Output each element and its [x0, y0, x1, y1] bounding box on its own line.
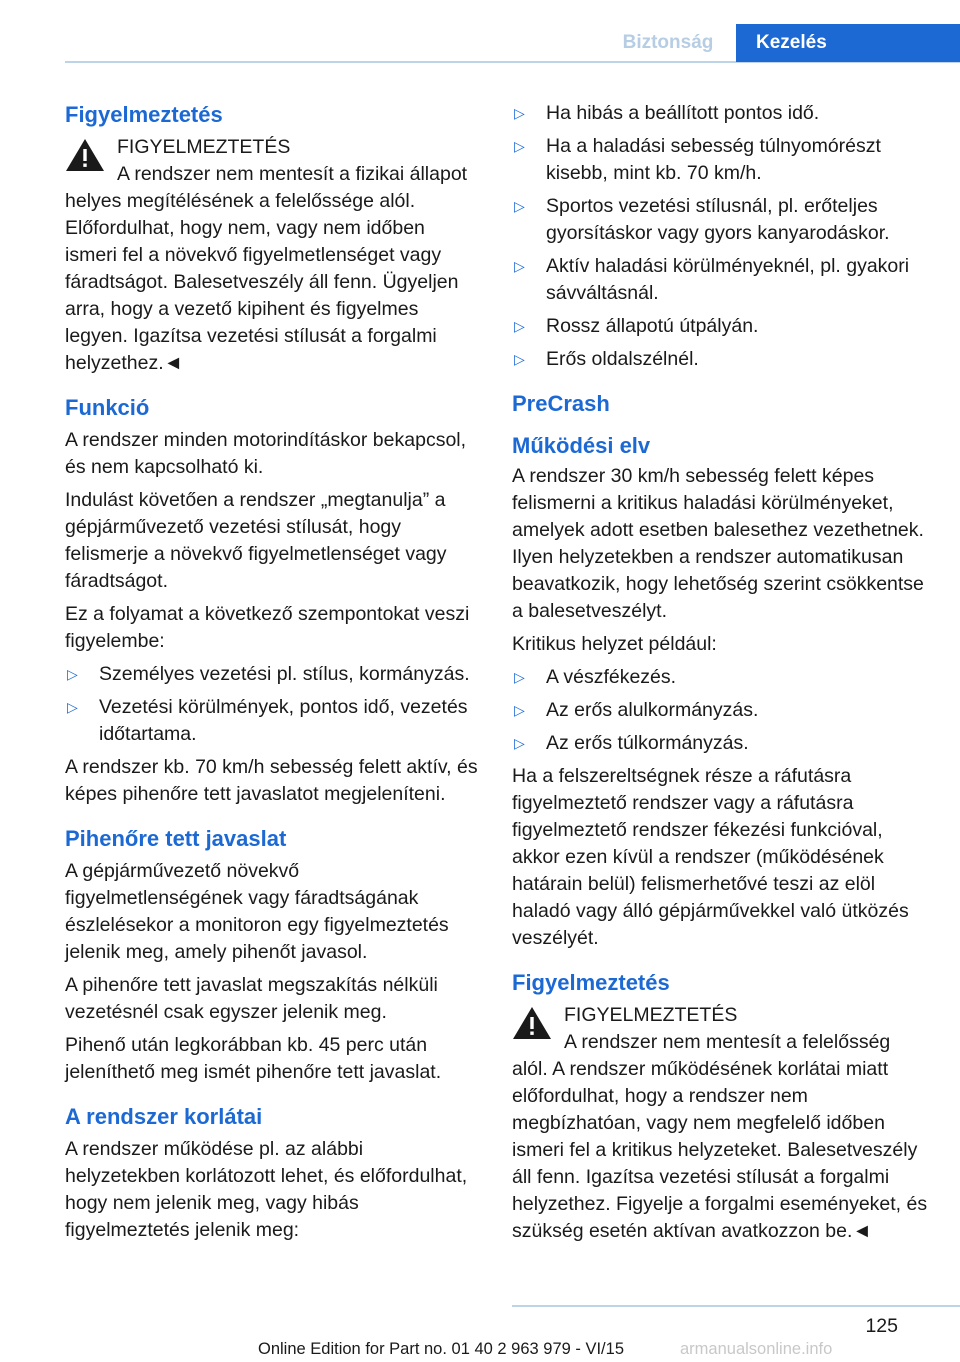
- right-column: [512, 100, 928, 1245]
- warning-triangle-icon: [65, 138, 105, 172]
- paragraph: Ez a folyamat a következő szempontokat veszi figyelembe:: [65, 603, 470, 652]
- paragraph: A rendszer 30 km/h sebesség felett képes felismerni a kritikus haladási körülményeket, amelyek adott esetben balesethez vezethetnek. Ilyen helyzetekben a rendszer automatikusan beavatkozik, hogy lehetőség szerint csökkentse a balesetveszélyt.: [512, 465, 924, 622]
- triangle-bullet-icon: ▷: [514, 105, 525, 121]
- list-item: [512, 100, 928, 127]
- warning-text: A rendszer nem mentesít a felelősség alól. A rendszer működésének korlátai miatt előfordulhat, hogy a rendszer nem megbízhatóan, vagy nem megfelelő időben ismeri fel a kritikus helyzeteket. Balesetveszély áll fenn. Igazítsa vezetési stílusát a forgalmi helyzethez. Figyelje a forgalmi eseményeket, és szükség esetén aktívan avatkozzon be.◄: [512, 1031, 928, 1242]
- warning-block: [512, 1002, 928, 1245]
- watermark: armanualsonline.info: [680, 1340, 833, 1358]
- triangle-bullet-icon: ▷: [514, 258, 525, 274]
- triangle-bullet-icon: ▷: [514, 669, 525, 685]
- list-item: [65, 694, 481, 748]
- paragraph: Kritikus helyzet például:: [512, 633, 717, 655]
- triangle-bullet-icon: ▷: [514, 702, 525, 718]
- subsection-heading-mukodesi-elv: Működési elv: [512, 433, 651, 458]
- list-item: [512, 313, 928, 340]
- list-item-text: A vészfékezés.: [546, 666, 677, 688]
- tab-kezeles[interactable]: Kezelés: [736, 24, 960, 62]
- list-item: [512, 730, 928, 757]
- bullet-list: [512, 664, 928, 757]
- paragraph: Indulást követően a rendszer „megtanulja” a gépjárművezető vezetési stílusát, hogy felismerje a növekvő figyelmetlenséget vagy fáradtságot.: [65, 489, 447, 592]
- triangle-bullet-icon: ▷: [514, 198, 525, 214]
- left-column: [65, 100, 481, 1250]
- triangle-bullet-icon: ▷: [514, 318, 525, 334]
- section-heading-pihenore: Pihenőre tett javaslat: [65, 826, 287, 851]
- warning-label: FIGYELMEZTETÉS: [117, 136, 291, 158]
- triangle-bullet-icon: ▷: [67, 699, 78, 715]
- list-item-text: Személyes vezetési pl. stílus, kormányzás.: [99, 663, 470, 685]
- list-item-text: Ha hibás a beállított pontos idő.: [546, 102, 820, 124]
- warning-label: FIGYELMEZTETÉS: [564, 1004, 738, 1026]
- paragraph: A rendszer kb. 70 km/h sebesség felett aktív, és képes pihenőre tett javaslatot megjeleníteni.: [65, 756, 478, 805]
- paragraph: Ha a felszereltségnek része a ráfutásra figyelmeztető rendszer vagy a ráfutásra figyelmeztető rendszer fékezési funkcióval, akkor ezen kívül a rendszer (működésének határain belül) felismerhetővé teszi az elöl haladó vagy álló gépjárművekkel való ütközés veszélyét.: [512, 765, 909, 949]
- warning-triangle-icon: [512, 1006, 552, 1040]
- list-item-text: Rossz állapotú útpályán.: [546, 315, 759, 337]
- paragraph: A rendszer minden motorindításkor bekapcsol, és nem kapcsolható ki.: [65, 429, 467, 478]
- list-item: [512, 133, 928, 187]
- warning-block: [65, 134, 481, 377]
- paragraph: A rendszer működése pl. az alábbi helyzetekben korlátozott lehet, és előfordulhat, hogy nem jelenik meg, vagy hibás figyelmeztetés jelenik meg:: [65, 1138, 468, 1241]
- triangle-bullet-icon: ▷: [514, 735, 525, 751]
- warning-heading: Figyelmeztetés: [512, 970, 670, 995]
- list-item-text: Erős oldalszélnél.: [546, 348, 699, 370]
- page-number: 125: [865, 1315, 898, 1337]
- paragraph: A gépjárművezető növekvő figyelmetlenségének vagy fáradtságának észlelésekor a monitoron egy figyelmeztetés jelenik meg, amely pihenőt javasol.: [65, 860, 449, 963]
- triangle-bullet-icon: ▷: [514, 351, 525, 367]
- list-item-text: Az erős alulkormányzás.: [546, 699, 759, 721]
- edition-text: Online Edition for Part no. 01 40 2 963 979 - VI/15: [258, 1340, 624, 1358]
- list-item: [512, 664, 928, 691]
- list-item-text: Ha a haladási sebesség túlnyomórészt kisebb, mint kb. 70 km/h.: [546, 135, 881, 184]
- footer-rule: [512, 1305, 960, 1307]
- section-heading-funkcio: Funkció: [65, 395, 150, 420]
- list-item: [512, 346, 928, 373]
- tab-biztonsag[interactable]: Biztonság: [622, 32, 714, 53]
- section-heading-korlatai: A rendszer korlátai: [65, 1104, 263, 1129]
- paragraph: A pihenőre tett javaslat megszakítás nélküli vezetésnél csak egyszer jelenik meg.: [65, 974, 438, 1023]
- warning-heading: Figyelmeztetés: [65, 102, 223, 127]
- list-item-text: Az erős túlkormányzás.: [546, 732, 749, 754]
- list-item-text: Vezetési körülmények, pontos idő, vezetés időtartama.: [99, 696, 468, 745]
- list-item: [65, 661, 481, 688]
- list-item-text: Sportos vezetési stílusnál, pl. erőteljes gyorsításkor vagy gyors kanyarodáskor.: [546, 195, 890, 244]
- list-item: [512, 193, 928, 247]
- list-item: [512, 697, 928, 724]
- bullet-list: [512, 100, 928, 373]
- triangle-bullet-icon: ▷: [514, 138, 525, 154]
- bullet-list: [65, 661, 481, 748]
- warning-text: A rendszer nem mentesít a fizikai állapot helyes megítélésének a felelőssége alól. Előfordulhat, hogy nem, vagy nem időben ismeri fel a növekvő figyelmetlenséget vagy fáradtságot. Balesetveszély áll fenn. Ügyeljen arra, hogy a vezető kipihent és figyelmes legyen. Igazítsa vezetési stílusát a forgalmi helyzethez.◄: [65, 163, 468, 374]
- list-item: [512, 253, 928, 307]
- triangle-bullet-icon: ▷: [67, 666, 78, 682]
- paragraph: Pihenő után legkorábban kb. 45 perc után jeleníthető meg ismét pihenőre tett javaslat.: [65, 1034, 442, 1083]
- section-heading-precrash: PreCrash: [512, 391, 610, 416]
- list-item-text: Aktív haladási körülményeknél, pl. gyakori sávváltásnál.: [546, 255, 910, 304]
